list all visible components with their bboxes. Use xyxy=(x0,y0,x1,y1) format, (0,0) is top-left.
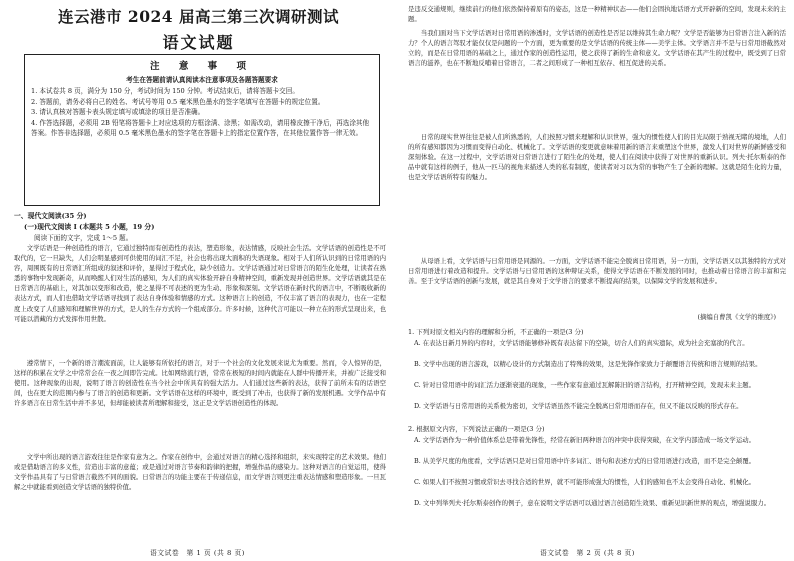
q2-option-a: A. 文学话语作为一种价值体系总是带着先锋性，经常在新旧两种语言的冲突中获得突破，在文学内部造成一场文学运动。 xyxy=(414,436,755,444)
q1-option-d: D. 文学话语与日常用语的关系极为密切，文学话语虽然不能完全脱离日常用语而存在，但又不能以反映的形式存在。 xyxy=(414,402,743,410)
q2-option-d: D. 文中列举列夫·托尔斯泰创作的例子，意在说明文学话语可以通过语言创造陌生效果、重新见识新世界的观点，增强说服力。 xyxy=(414,499,771,507)
notice-lead: 考生在答题前请认真阅读本注意事项及各题答题要求 xyxy=(126,76,278,84)
notice-item-4: 4. 作答选择题，必须用 2B 铅笔将答题卡上对应选项的方框涂满、涂黑；如需改动，请用橡皮擦干净后，再选涂其他答案。作答非选择题，必须用 0.5 毫米黑色墨水的签字笔在答题卡上的指定位置作答，在其他位置作答一律无效。 xyxy=(31,118,370,137)
q1-option-a: A. 在表达日新月异的内容时，文学话语能够修补既有表达留下的空缺，切合人们的真实遗际，成为社会充塞欲的代言。 xyxy=(414,339,749,347)
passage-paragraph-7: 从母语上看，文学话语与日常用语是同源的。一方面，文学话语不能完全脱离日常用语，另一方面，文学话语又以其独特的方式对日常用语进行着改造和提升。文学话语与日常用语的这种辩证关系，使得文学话语在不断发展的同时，也推动着日常语言的丰富和完善。至于文学话语的创新与发展，就是其自身对于文学语言的要求不断提高的结果，以保障文学的发展和进步。 xyxy=(408,257,786,286)
passage-paragraph-5: 当我们面对当下文学话语对日常用语的渗透时，文学话语的创造性是否足以维持其生命力呢？文学是否能够为日常语言注入新的活力？个人的语言驾驭才能仅仅是问题的一个方面，更为重要的是文学话语的传统主体——美学主体。文学语言并不是与日常用语截然对立的，而是在日常用语的基础之上，通过作家的创造性运用，使之获得了新的生命和意义。文学话语在其产生的过程中，既受到了日常语言的滋养，也在不断地反哺着日常语言，二者之间形成了一种相互依存、相互促进的关系。 xyxy=(408,29,786,68)
q2-option-b: B. 从美学尺度的角度看，文学话语只是对日常用语中许多词汇、语句和表述方式的日常用语进行改造，而不是完全颠覆。 xyxy=(414,457,756,465)
passage-paragraph-2: 遵常情下，一个新的语言潮流面前，让人能够有所依托的语言，对于一个社会的文化发展来说尤为重要。然而，令人惊异的是，这样的积累在文学之中常常会在一夜之间即告完成。比如网络流行语，常常在极短的时间内就能在人群中传播开来，并被广泛接受和使用。这种现象的出现，说明了语言的创造性在当今社会中所具有的强大活力。人们通过这些新的表达，获得了前所未有的话语空间，也在更大的范围内参与了语言的创造和更新。文学话语在这样的环境中，既受到了冲击，也获得了新的发展机遇。文学作品中有许多语言在日常生活中并不多见，但却能被读者所理解和接受，这正是文学话语创造性的体现。 xyxy=(14,359,386,408)
exam-subtitle: 语文试题 xyxy=(162,33,235,52)
page-footer-1: 语文试卷 第 1 页 (共 8 页) xyxy=(150,549,245,557)
notice-heading: 注 意 事 项 xyxy=(150,61,254,72)
question-2: 2. 根据原文内容，下列说法正确的一项是(3 分) xyxy=(408,425,545,433)
q2-option-c: C. 如果人们不按照习惯或常识去寻找合适的世界，就不可能形成强大的惯性，人们的感知也不太会变得自动化、机械化。 xyxy=(414,478,756,486)
notice-box xyxy=(24,54,380,206)
q1-option-b: B. 文学中出现的语言游戏，以精心设计的方式制造出了特殊的效果，这是先锋作家致力于颠覆语言传统和语言规则的结果。 xyxy=(414,360,762,368)
question-1: 1. 下列对原文相关内容的理解和分析，不正确的一项是(3 分) xyxy=(408,328,584,336)
subsection-heading: (一)现代文阅读 I (本题共 5 小题，19 分) xyxy=(24,223,155,231)
reading-instruction: 阅读下面的文字，完成 1～5 题。 xyxy=(34,234,133,242)
passage-source: (摘编自曹凯《文学的维度》) xyxy=(697,313,776,321)
passage-paragraph-6: 日常的现实世界往往是被人们所熟悉的，人们按照习惯来理解和认识世界，强大的惯性使人们的目光局限于熟视无睹的境地，人们的所有感知都因为习惯而变得自动化、机械化了。文学话语的变更就意味着用新的语言来重塑这个世界，激发人们对世界的新鲜感受和深刻体验。在这一过程中，文学话语对日常语言进行了陌生化的处理，使人们在阅读中获得了对世界的重新认识。列夫·托尔斯泰的作品中就有这样的例子，他从一匹马的视角来描述人类的私有制度，使读者对习以为常的事物产生了全新的理解。这就是陌生化的力量，也是文学话语所特有的魅力。 xyxy=(408,133,786,182)
exam-title: 连云港市 2024 届高三第三次调研测试 xyxy=(58,7,339,26)
notice-item-3: 3. 请认真核对答题卡表头规定填写或填涂的项目是否准确。 xyxy=(31,108,205,116)
page-2 xyxy=(400,0,794,561)
passage-paragraph-3: 文学中所出现的语言游戏往往是作家有意为之。作家在创作中，会通过对语言的精心选择和组织，来实现特定的艺术效果。他们或是借助语言的多义性，营造出丰富的意蕴；或是通过对语言节奏和韵律的把握，增强作品的感染力。这种对语言的自觉运用，使得文学作品具有了与日常语言截然不同的面貌。日常语言的功能主要在于传递信息，而文学语言则更注重表达情感和塑造形象。一旦瓦解之中就能看到创造文学话语的独特价值。 xyxy=(14,453,386,492)
section-heading: 一、现代文阅读(35 分) xyxy=(14,212,87,220)
q1-option-c: C. 针对日常用语中的词汇活力逐渐衰退的现象，一些作家有意通过瓦解陈旧的语言结构，打开精神空间，发现未来主题。 xyxy=(414,381,756,389)
page-footer-2: 语文试卷 第 2 页 (共 8 页) xyxy=(540,549,635,557)
passage-paragraph-4: 是违反交通规则，继续前行的他们依然保持着原有的姿态，这是一种精神状态——他们会固执地话语方式开辟新的空间，发现未来的主题。 xyxy=(408,5,786,24)
passage-paragraph-1: 文学话语是一种创造性的语言，它通过独特而有创造性的表达，塑造形象，表达情感，反映社会生活。文学话语的创造性是不可取代的，它一旦缺失，人们会明显感到可供使用的词汇不足，社会也将出现大面积的失语现象。相对于人们所认识到的日常用语的内容，周围既有的日常语汇所组成的叙述和评价，显得过于程式化，缺少创造力。文学话语通过对日常语言的陌生化处理，让读者在熟悉的事物中发现新奇，从而唤醒人们对生活的感知，为人们的真实体验开辟自身精神空间，重新发现并创造世界。文学话语就其是在日常语言的基础上，对其加以变形和改造，使之显得不可表述的更为生动、形象和深刻。文学话语在新时代的语言中，不断吸收新的表达方式，而人们也借助文学话语寻找到了表达自身体验和情感的方式。这种语言上的创造，不仅丰富了语言的表现力，也在一定程度上改变了人们感知和理解世界的方式，是人的生存方式的一个组成部分。许多时候，这种代言可能以一种立在的形式呈现出来，也可能以潜藏的方式发挥作用世散。 xyxy=(14,244,386,323)
notice-item-1: 1. 本试卷共 8 页，满分为 150 分，考试时间为 150 分钟。考试结束后，请将答题卡交回。 xyxy=(31,87,299,95)
notice-item-2: 2. 答题前，请务必将自己的姓名、考试号等用 0.5 毫米黑色墨水的签字笔填写在答题卡的规定位置。 xyxy=(31,97,325,106)
